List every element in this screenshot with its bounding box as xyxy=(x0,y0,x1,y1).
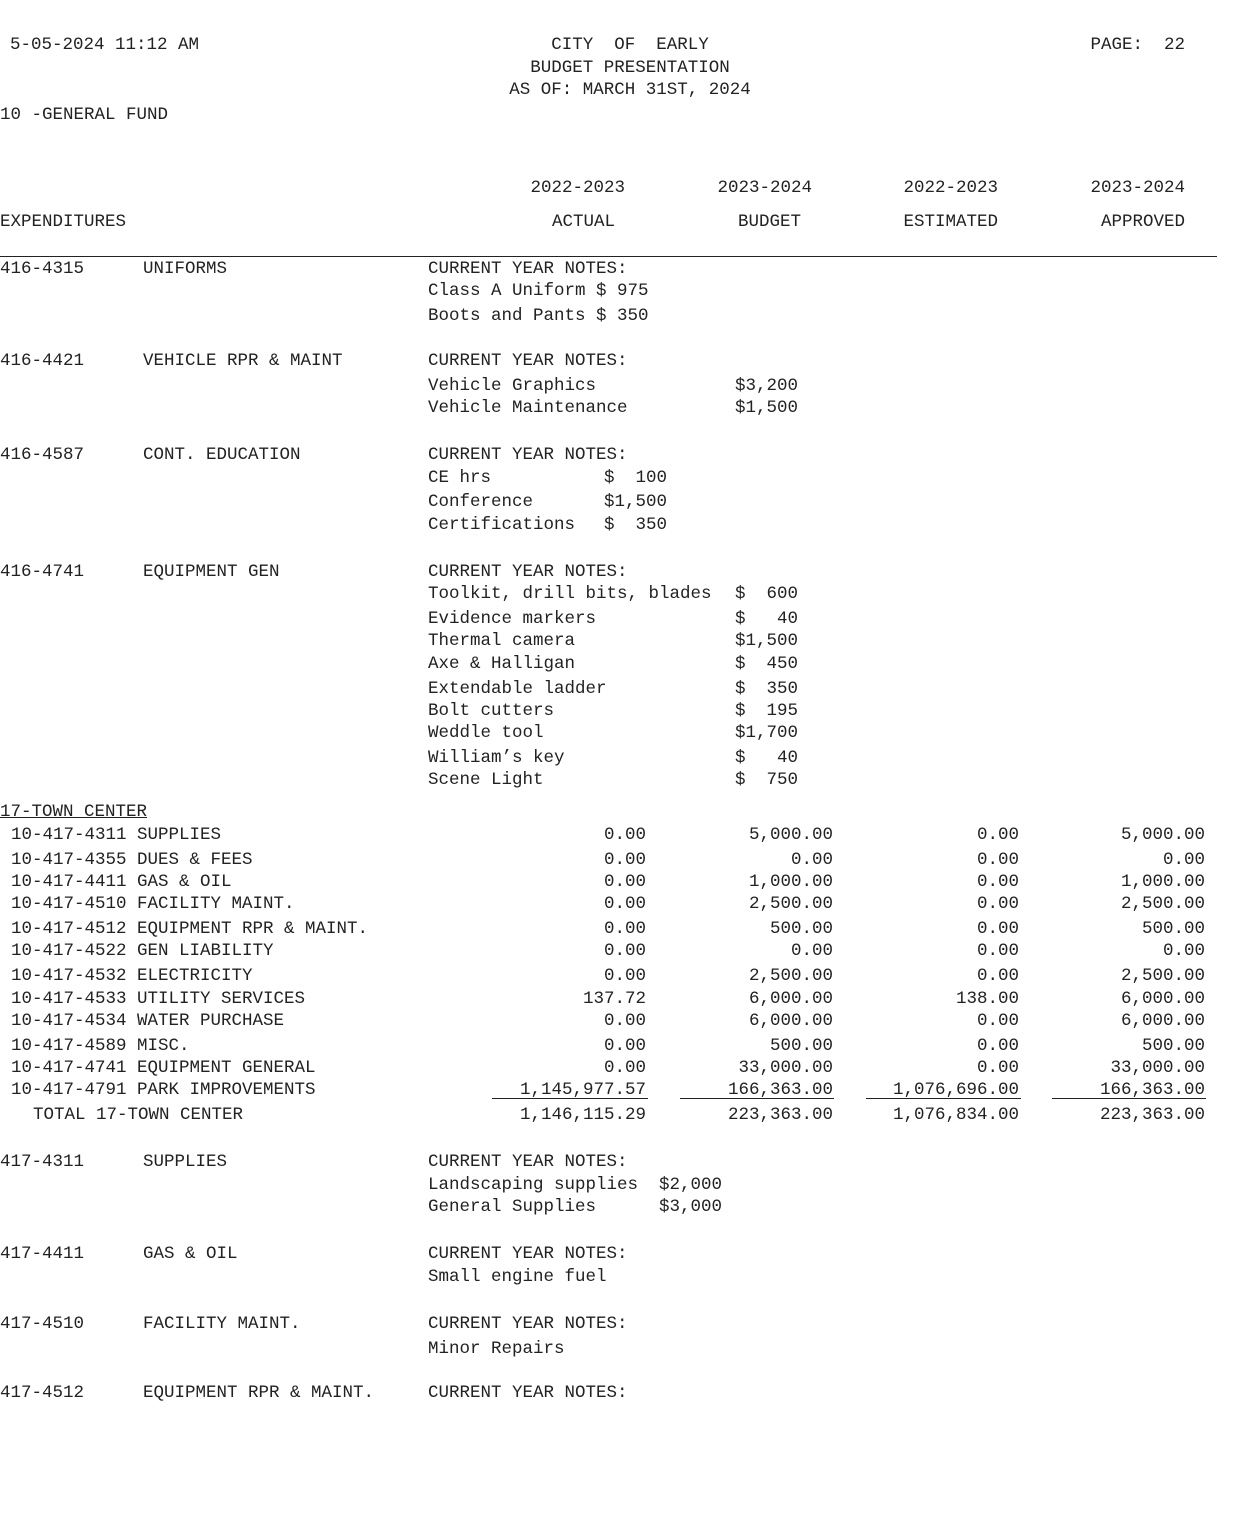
note-line: Bolt cutters xyxy=(428,701,555,721)
note-line: Vehicle Graphics xyxy=(428,376,597,396)
note-heading: CURRENT YEAR NOTES: xyxy=(428,351,628,371)
note-amount: $1,700 xyxy=(735,723,799,743)
cell-actual: 0.00 xyxy=(603,1058,646,1078)
col-year-approved: 2023-2024 xyxy=(1090,178,1185,198)
cell-estimated: 0.00 xyxy=(976,919,1019,939)
note-desc: CONT. EDUCATION xyxy=(143,445,301,465)
row-label: 10-417-4534 WATER PURCHASE xyxy=(11,1011,285,1031)
row-label: 10-417-4532 ELECTRICITY xyxy=(11,966,253,986)
row-label: 10-417-4411 GAS & OIL xyxy=(11,872,232,892)
note-line: Weddle tool xyxy=(428,723,544,743)
total-estimated: 1,076,834.00 xyxy=(892,1105,1019,1125)
cell-budget: 0.00 xyxy=(790,850,833,870)
note-line: Scene Light xyxy=(428,770,544,790)
note-amount: $ 100 xyxy=(604,468,668,488)
cell-budget: 166,363.00 xyxy=(727,1080,833,1100)
total-label: TOTAL 17-TOWN CENTER xyxy=(33,1105,244,1125)
cell-budget: 6,000.00 xyxy=(748,1011,833,1031)
note-amount: $ 195 xyxy=(735,701,799,721)
note-amount: $ 40 xyxy=(735,748,799,768)
cell-estimated: 1,076,696.00 xyxy=(892,1080,1019,1100)
note-amount: $ 40 xyxy=(735,609,799,629)
expenditures-label: EXPENDITURES xyxy=(0,212,127,232)
note-amount: $2,000 xyxy=(659,1175,723,1195)
note-code: 417-4311 xyxy=(0,1152,85,1172)
header-divider xyxy=(0,256,1217,257)
page-number: PAGE: 22 xyxy=(1090,35,1185,55)
note-line: Landscaping supplies xyxy=(428,1175,639,1195)
note-line: CE hrs xyxy=(428,468,492,488)
row-label: 10-417-4512 EQUIPMENT RPR & MAINT. xyxy=(11,919,369,939)
cell-approved: 0.00 xyxy=(1162,850,1205,870)
cell-budget: 0.00 xyxy=(790,941,833,961)
note-desc: UNIFORMS xyxy=(143,259,228,279)
note-amount: $ 450 xyxy=(735,654,799,674)
cell-budget: 6,000.00 xyxy=(748,989,833,1009)
row-label: 10-417-4522 GEN LIABILITY xyxy=(11,941,274,961)
note-amount: $1,500 xyxy=(604,492,668,512)
note-code: 417-4411 xyxy=(0,1244,85,1264)
row-label: 10-417-4510 FACILITY MAINT. xyxy=(11,894,295,914)
cell-budget: 5,000.00 xyxy=(748,825,833,845)
cell-approved: 1,000.00 xyxy=(1120,872,1205,892)
note-code: 416-4315 xyxy=(0,259,85,279)
cell-budget: 500.00 xyxy=(769,1036,833,1056)
fund-label: 10 -GENERAL FUND xyxy=(0,105,169,125)
subtotal-rule xyxy=(680,1098,834,1099)
row-label: 10-417-4791 PARK IMPROVEMENTS xyxy=(11,1080,316,1100)
cell-estimated: 0.00 xyxy=(976,1058,1019,1078)
note-line: Extendable ladder xyxy=(428,679,607,699)
cell-approved: 2,500.00 xyxy=(1120,966,1205,986)
cell-estimated: 0.00 xyxy=(976,894,1019,914)
note-line: General Supplies xyxy=(428,1197,597,1217)
cell-approved: 500.00 xyxy=(1141,1036,1205,1056)
total-actual: 1,146,115.29 xyxy=(519,1105,646,1125)
note-line: Small engine fuel xyxy=(428,1267,607,1287)
note-desc: FACILITY MAINT. xyxy=(143,1314,301,1334)
col-year-actual: 2022-2023 xyxy=(530,178,625,198)
note-amount: $3,000 xyxy=(659,1197,723,1217)
note-desc: VEHICLE RPR & MAINT xyxy=(143,351,343,371)
cell-estimated: 0.00 xyxy=(976,941,1019,961)
cell-actual: 0.00 xyxy=(603,825,646,845)
report-org: CITY OF EARLY xyxy=(551,35,709,55)
cell-actual: 0.00 xyxy=(603,1011,646,1031)
note-desc: EQUIPMENT GEN xyxy=(143,562,280,582)
cell-approved: 5,000.00 xyxy=(1120,825,1205,845)
note-line: Class A Uniform $ 975 xyxy=(428,281,649,301)
subtotal-rule xyxy=(492,1098,648,1099)
note-desc: SUPPLIES xyxy=(143,1152,228,1172)
cell-estimated: 0.00 xyxy=(976,850,1019,870)
cell-estimated: 0.00 xyxy=(976,872,1019,892)
report-datetime: 5-05-2024 11:12 AM xyxy=(10,35,200,55)
note-heading: CURRENT YEAR NOTES: xyxy=(428,1314,628,1334)
cell-estimated: 138.00 xyxy=(955,989,1019,1009)
cell-approved: 500.00 xyxy=(1141,919,1205,939)
note-code: 416-4587 xyxy=(0,445,85,465)
row-label: 10-417-4355 DUES & FEES xyxy=(11,850,253,870)
cell-approved: 166,363.00 xyxy=(1099,1080,1205,1100)
row-label: 10-417-4741 EQUIPMENT GENERAL xyxy=(11,1058,316,1078)
note-line: Vehicle Maintenance xyxy=(428,398,628,418)
note-line: Axe & Halligan xyxy=(428,654,576,674)
note-amount: $1,500 xyxy=(735,398,799,418)
note-heading: CURRENT YEAR NOTES: xyxy=(428,562,628,582)
cell-approved: 2,500.00 xyxy=(1120,894,1205,914)
note-heading: CURRENT YEAR NOTES: xyxy=(428,1152,628,1172)
note-amount: $3,200 xyxy=(735,376,799,396)
note-line: Toolkit, drill bits, blades xyxy=(428,584,712,604)
cell-actual: 0.00 xyxy=(603,872,646,892)
note-desc: EQUIPMENT RPR & MAINT. xyxy=(143,1383,375,1403)
note-code: 416-4741 xyxy=(0,562,85,582)
note-line: Minor Repairs xyxy=(428,1339,565,1359)
note-line: Thermal camera xyxy=(428,631,576,651)
cell-actual: 1,145,977.57 xyxy=(519,1080,646,1100)
cell-estimated: 0.00 xyxy=(976,966,1019,986)
cell-approved: 33,000.00 xyxy=(1110,1058,1205,1078)
note-code: 417-4512 xyxy=(0,1383,85,1403)
cell-approved: 6,000.00 xyxy=(1120,989,1205,1009)
cell-budget: 1,000.00 xyxy=(748,872,833,892)
note-heading: CURRENT YEAR NOTES: xyxy=(428,445,628,465)
col-year-budget: 2023-2024 xyxy=(717,178,812,198)
note-amount: $1,500 xyxy=(735,631,799,651)
col-budget: BUDGET xyxy=(737,212,801,232)
note-heading: CURRENT YEAR NOTES: xyxy=(428,1383,628,1403)
report-as-of: AS OF: MARCH 31ST, 2024 xyxy=(509,80,751,100)
cell-estimated: 0.00 xyxy=(976,825,1019,845)
department-title: 17-TOWN CENTER xyxy=(0,802,148,822)
note-heading: CURRENT YEAR NOTES: xyxy=(428,259,628,279)
subtotal-rule xyxy=(866,1098,1021,1099)
note-heading: CURRENT YEAR NOTES: xyxy=(428,1244,628,1264)
col-approved: APPROVED xyxy=(1100,212,1185,232)
row-label: 10-417-4311 SUPPLIES xyxy=(11,825,222,845)
note-line: Conference xyxy=(428,492,534,512)
cell-estimated: 0.00 xyxy=(976,1011,1019,1031)
cell-estimated: 0.00 xyxy=(976,1036,1019,1056)
col-estimated: ESTIMATED xyxy=(903,212,998,232)
cell-actual: 0.00 xyxy=(603,1036,646,1056)
note-amount: $ 350 xyxy=(604,515,668,535)
note-line: Evidence markers xyxy=(428,609,597,629)
cell-budget: 2,500.00 xyxy=(748,894,833,914)
cell-budget: 2,500.00 xyxy=(748,966,833,986)
note-amount: $ 350 xyxy=(735,679,799,699)
note-desc: GAS & OIL xyxy=(143,1244,238,1264)
cell-actual: 137.72 xyxy=(582,989,646,1009)
cell-actual: 0.00 xyxy=(603,966,646,986)
note-code: 417-4510 xyxy=(0,1314,85,1334)
note-amount: $ 600 xyxy=(735,584,799,604)
cell-budget: 33,000.00 xyxy=(738,1058,833,1078)
cell-approved: 6,000.00 xyxy=(1120,1011,1205,1031)
col-year-estimated: 2022-2023 xyxy=(903,178,998,198)
cell-actual: 0.00 xyxy=(603,941,646,961)
note-line: Boots and Pants $ 350 xyxy=(428,306,649,326)
note-line: William’s key xyxy=(428,748,565,768)
row-label: 10-417-4589 MISC. xyxy=(11,1036,190,1056)
total-budget: 223,363.00 xyxy=(727,1105,833,1125)
cell-actual: 0.00 xyxy=(603,850,646,870)
note-line: Certifications xyxy=(428,515,576,535)
cell-actual: 0.00 xyxy=(603,894,646,914)
row-label: 10-417-4533 UTILITY SERVICES xyxy=(11,989,306,1009)
cell-actual: 0.00 xyxy=(603,919,646,939)
note-code: 416-4421 xyxy=(0,351,85,371)
subtotal-rule xyxy=(1052,1098,1206,1099)
cell-budget: 500.00 xyxy=(769,919,833,939)
total-approved: 223,363.00 xyxy=(1099,1105,1205,1125)
cell-approved: 0.00 xyxy=(1162,941,1205,961)
note-amount: $ 750 xyxy=(735,770,799,790)
report-title: BUDGET PRESENTATION xyxy=(530,58,730,78)
col-actual: ACTUAL xyxy=(551,212,615,232)
